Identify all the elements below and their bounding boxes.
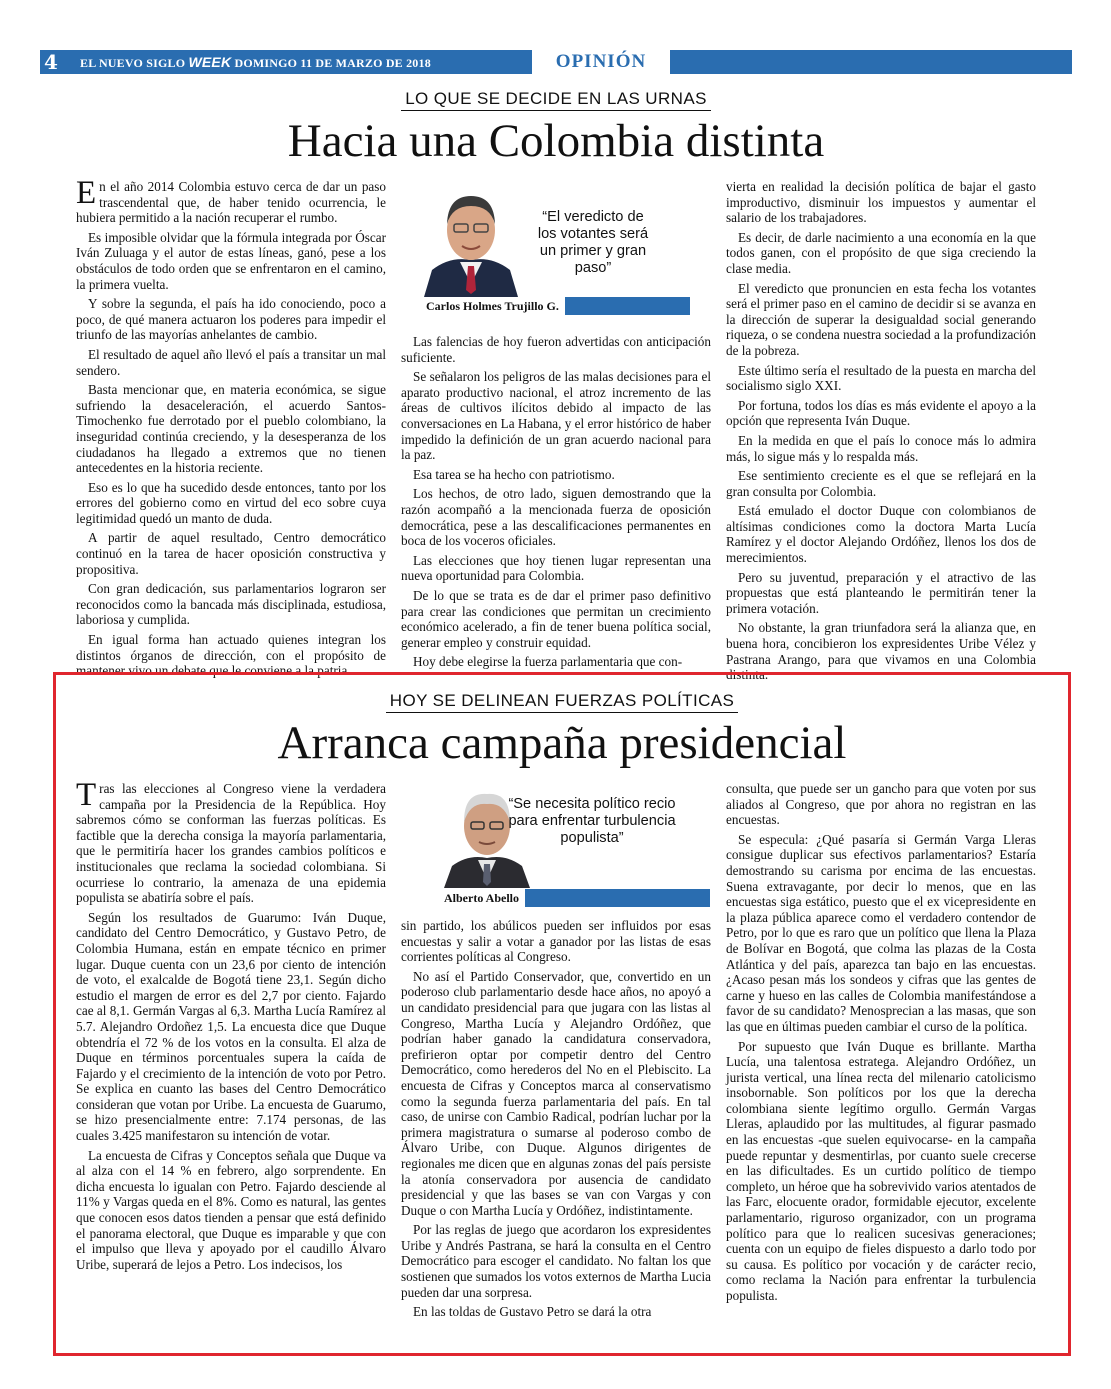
paragraph-text: Es imposible olvidar que la fórmula integrada por Óscar Iván Zuluaga y el autor de estas líneas, ganó, pese a los obstáculos de todo orden que se enfrentaron en el camino, la primera vuelta. — [76, 229, 386, 292]
paragraph — [726, 230, 1036, 277]
paragraph-text: Hoy debe elegirse la fuerza parlamentaria que con- — [413, 654, 683, 670]
paragraph-text: Por supuesto que Iván Duque es brillante. Martha Lucía, una talentosa estratega. Alejandro Ordóñez, un jurista vertical, una línea recta del milenario catolicismo insobornable. Son políticos por los que la derecha colombiana siente legítimo orgullo. Germán Vargas Lleras, aplaudido por las multitudes, al figurar pasmado en las encuestas -que suelen equivocarse- en la campaña puede repuntar y desmentirlas, por cuanto suele crecerse en las dificultades. Es un curtido político de tiempo completo, un héroe que ha sobrevivido varios atentados de las Farc, elocuente orador, formidable ejecutor, excelente parlamentario, riguroso organizador, con un programa político para que lo realicen sucesivas generaciones; cuenta con un equipo de fieles dispuesto a darlo todo por su causa. Es político por vocación y de carácter recio, como reclama la Nación para enfrentar la turbulencia populista. — [726, 1038, 1036, 1303]
paragraph — [76, 910, 386, 1144]
article2-author-bar — [438, 889, 710, 907]
drop-cap: E — [76, 175, 97, 211]
paragraph-text: Basta mencionar que, en materia económica, se sigue sufriendo la desaceleración, el acuerdo Santos-Timochenko fue derrotado por el pueblo colombiano, la inseguridad continúa creciendo, y la desesperanza de los ciudadanos ha llegado a extremos que no tienen antecedentes en la historia reciente. — [76, 382, 386, 476]
masthead — [80, 50, 431, 75]
paragraph — [726, 503, 1036, 565]
author-photo-carlos-holmes — [420, 180, 522, 297]
paragraph — [726, 179, 1036, 226]
paragraph-text: La encuesta de Cifras y Conceptos señala que Duque va al alza con el 14 % en febrero, algo sorprendente. En dicha encuesta lo igualan con Petro. Fajardo desciende al 11% y Vargas queda en el 8%. Como es natural, las gentes que conocen esos datos tienden a pensar que está definido el panorama electoral, que Duque es imparable y que con el impulso que lleva y apoyado por el caudillo Álvaro Uribe, superará de lejos a Petro. Los indecisos, los — [76, 1147, 386, 1272]
paragraph — [401, 334, 711, 365]
publication-name: EL NUEVO SIGLO — [80, 56, 186, 70]
paragraph-text: En las toldas de Gustavo Petro se dará la otra — [413, 1304, 652, 1320]
paragraph — [76, 382, 386, 476]
paragraph-text: Por las reglas de juego que acordaron los expresidentes Uribe y Andrés Pastrana, se hará la consulta en el Centro Democrático para escoger el candidato. No faltan los que sostienen que sumados los votos externos de Martha Lucia pueden dar una sorpresa. — [401, 1222, 711, 1300]
article2-pull-quote: “Se necesita político recio para enfrentar turbulencia populista” — [508, 796, 676, 846]
paragraph — [726, 281, 1036, 359]
paragraph-text: consulta, que puede ser un gancho para que voten por sus aliados al Congreso, que por ahora no registran en las encuestas. — [726, 781, 1036, 828]
paragraph-text: Según los resultados de Guarumo: Iván Duque, candidato del Centro Democrático, y Gustavo Petro, de Colombia Humana, están en empate técnico en primer lugar. Duque cuenta con un 23,6 por ciento de intención de voto, el exalcalde de Bogotá tiene 23,1. Según dicho estudio el margen de error es del 2,7 por ciento. Fajardo cae al 8,1. Germán Vargas al 6,3. Martha Lucía Ramírez al 5.7. Alejandro Ordoñez 1,5. La encuesta dice que Duque obtendría el 72 % de los votos en la consulta. El alza de Duque en términos porcentuales supera la caída de Fajardo y el crecimiento de la intención de voto por Petro. Se explica en cuanto las bases del Centro Democrático consideran que votan por Uribe. La encuesta de Guarumo, se hizo presencialmente entre: 7.174 personas, de las cuales 3.425 manifestaron su intención de votar. — [76, 909, 386, 1144]
paragraph-text: Las elecciones que hoy tienen lugar representan una nueva oportunidad para Colombia. — [401, 552, 711, 584]
paragraph-text: El resultado de aquel año llevó el país a transitar un mal sendero. — [76, 346, 386, 378]
paragraph — [726, 433, 1036, 464]
paragraph — [726, 832, 1036, 1035]
article2-column-1 — [76, 777, 386, 1276]
issue-date: DOMINGO 11 DE MARZO DE 2018 — [234, 56, 431, 70]
article1-author-bar — [420, 297, 690, 315]
paragraph — [726, 1039, 1036, 1304]
drop-cap: T — [76, 777, 97, 813]
header-bar — [40, 50, 1072, 74]
paragraph — [76, 1148, 386, 1273]
paragraph — [401, 369, 711, 463]
paragraph-text: Y sobre la segunda, el país ha ido conociendo, poco a poco, de qué manera actuaron los poderes para impedir el triunfo de las mayorías anhelantes de cambio. — [76, 296, 386, 343]
paragraph — [726, 398, 1036, 429]
paragraph-text: No así el Partido Conservador, que, convertido en un poderoso club parlamentario desde hace años, no apoyó a un candidato presidencial para que jugara con las listas al Congreso, Martha Lucía y Alejandro Ordóñez, que podrían haber ganado la candidatura conservadora, prefirieron optar por competir dentro del Centro Democrático, como herederos del No en el Plebiscito. La encuesta de Cifras y Conceptos marca al conservatismo como la segunda fuerza parlamentaria del país. En tal caso, de unirse con Cambio Radical, podrían luchar por la primera magistratura o sumarse al poderoso combo de Álvaro Uribe, con Duque. Algunos dirigentes de regionales me dicen que en algunas zonas del país persiste la atonía conservadora por ausencia de candidato presidencial y que las bases se van con Vargas y con Duque o con Martha Lucía y Ordóñez, indistintamente. — [401, 968, 711, 1218]
paragraph — [401, 1222, 711, 1300]
paragraph-text: n el año 2014 Colombia estuvo cerca de dar un paso trascendental que, de haber tenido ocurrencia, le hubiera permitido a la nación recuperar el rumbo. — [76, 179, 386, 226]
paragraph — [76, 347, 386, 378]
paragraph — [76, 777, 386, 906]
paragraph — [401, 553, 711, 584]
article1-headline: Hacia una Colombia distinta — [287, 115, 825, 167]
paragraph — [76, 480, 386, 527]
paragraph-text: Esa tarea se ha hecho con patriotismo. — [413, 466, 615, 482]
article2-column-3 — [726, 781, 1036, 1308]
article2-headline: Arranca campaña presidencial — [277, 717, 847, 769]
paragraph-text: En la medida en que el país lo conoce más lo admira más, lo sigue más y lo respalda más. — [726, 432, 1036, 464]
paragraph-text: vierta en realidad la decisión política de bajar el gasto improductivo, disminuir los impuestos y aumentar el salario de los trabajadores. — [726, 179, 1036, 226]
article1-kicker: LO QUE SE DECIDE EN LAS URNAS — [40, 89, 1072, 109]
paragraph-text: Los hechos, de otro lado, siguen demostrando que la razón acompañó a la mencionada fuerza de oposición democrática, pese a las descalificaciones permanentes en boca de los voceros oficiales. — [401, 486, 711, 549]
paragraph — [401, 969, 711, 1219]
paragraph-text: Por fortuna, todos los días es más evidente el apoyo a la opción que representa Iván Duque. — [726, 397, 1036, 429]
paragraph-text: Es decir, de darle nacimiento a una economía en la que todos ganen, con el propósito de que siga creciendo la clase media. — [726, 229, 1036, 276]
paragraph-text: Ese sentimiento creciente es el que se reflejará en la gran consulta por Colombia. — [726, 468, 1036, 499]
paragraph-text: De lo que se trata es de dar el primer paso definitivo para crear las condiciones que permitan un crecimiento económico acelerado, a fin de tener buena política social, generar empleo y construir equidad. — [401, 587, 711, 650]
paragraph-text: Está emulado el doctor Duque con colombianos de altísimas condiciones como la doctora Marta Lucía Ramírez y el doctor Alejando Ordóñez, llenos los dos de merecimientos. — [726, 503, 1036, 566]
article1-author-name: Carlos Holmes Trujillo G. — [420, 297, 565, 315]
paragraph-text: A partir de aquel resultado, Centro democrático continuó en la tarea de hacer oposición constructiva y propositiva. — [76, 530, 386, 577]
paragraph — [726, 363, 1036, 394]
section-title: OPINIÓN — [532, 48, 670, 74]
article1-column-2 — [401, 334, 711, 674]
paragraph-text: sin partido, los abúlicos pueden ser influidos por esas encuestas y salir a votar a ganador por las listas de esas corrientes políticas al Congreso. — [401, 918, 711, 965]
paragraph — [726, 468, 1036, 499]
paragraph-text: No obstante, la gran triunfadora será la alianza que, en buena hora, concibieron los expresidentes Uribe Vélez y Pastrana Arango, para que vivamos en una Colombia distinta. — [726, 620, 1036, 683]
article2-author-name: Alberto Abello — [438, 889, 525, 907]
paragraph-text: Se señalaron los peligros de las malas decisiones para el aparato productivo nacional, el atroz incremento de las áreas de cultivos ilícitos debido al impacto de las conversaciones en La Habana, y el error histórico de haber impedido la definición de un gran acuerdo nacional para la paz. — [401, 369, 711, 463]
paragraph — [401, 918, 711, 965]
paragraph — [76, 581, 386, 628]
paragraph — [401, 654, 711, 670]
edition-name: WEEK — [188, 54, 232, 70]
paragraph-text: Pero su juventud, preparación y el atractivo de las propuestas que está planteando le permitirán tener la primera votación. — [726, 569, 1036, 616]
paragraph-text: El veredicto que pronuncien en esta fecha los votantes será el primer paso en el camino de decidir si se avanza en la dirección de superar la desigualdad social generando riqueza, o se condena nuestra sociedad a la profundización de la pobreza. — [726, 280, 1036, 358]
article1-column-3 — [726, 179, 1036, 687]
paragraph — [76, 296, 386, 343]
paragraph — [76, 230, 386, 292]
article2-column-2 — [401, 918, 711, 1324]
paragraph-text: Eso es lo que ha sucedido desde entonces, tanto por los errores del gobierno como en virtud del eco sobre cuya legitimidad quedó un manto de duda. — [76, 479, 386, 526]
page-number: 4 — [44, 50, 58, 74]
article1-pull-quote: “El veredicto de los votantes será un primer y gran paso” — [537, 209, 649, 276]
paragraph-text: En igual forma han actuado quienes integran los distintos órganos de dirección, con el propósito de mantener vivo un debate que le conviene a la patria. — [76, 632, 386, 679]
paragraph — [76, 175, 386, 226]
article2-kicker: HOY SE DELINEAN FUERZAS POLÍTICAS — [53, 691, 1071, 711]
paragraph — [401, 1304, 711, 1320]
paragraph-text: Con gran dedicación, sus parlamentarios lograron ser reconocidos como la bancada más disciplinada, estudiosa, laboriosa y cumplida. — [76, 581, 386, 628]
paragraph — [726, 781, 1036, 828]
paragraph-text: ras las elecciones al Congreso viene la verdadera campaña por la Presidencia de la República. Hoy sabremos cómo se conforman las fuerzas políticas. Es factible que la derecha consiga la mayoría parlamentaria, que le permitiría hacer los grandes cambios políticos e institucionales que reclama la sociedad colombiana. Si ocurriese lo contrario, la amenaza de una epidemia populista se abatiría sobre el país. — [76, 781, 386, 906]
article1-column-1 — [76, 175, 386, 683]
paragraph-text: Este último sería el resultado de la puesta en marcha del socialismo siglo XXI. — [726, 362, 1036, 394]
paragraph — [76, 530, 386, 577]
paragraph — [401, 467, 711, 483]
paragraph — [401, 486, 711, 548]
paragraph — [401, 588, 711, 650]
paragraph — [726, 570, 1036, 617]
paragraph-text: Las falencias de hoy fueron advertidas con anticipación suficiente. — [401, 334, 711, 365]
paragraph-text: Se especula: ¿Qué pasaría si Germán Varga Lleras consigue duplicar sus efectivos parlamentarios? Estaría demostrando su carisma por encima de las encuestas. Suena extravagante, por decir lo menos, que en las encuestas siga estático, puesto que el ex vicepresidente en la plaza pública aparece como el verdadero contendor de Petro, por lo que es raro que un político que llena la Plaza de Bolívar en Bogotá, que colma las plazas de la Costa Atlántica y del país, aparezca tan bajo en las encuestas. ¿Acaso pesan más los sondeos y cifras que las gentes de carne y hueso en las calles de Colombia manifestándose a favor de su candidato? Menosprecian a las masas, que son las que en últimas pueden cambiar el curso de la política. — [726, 831, 1036, 1034]
